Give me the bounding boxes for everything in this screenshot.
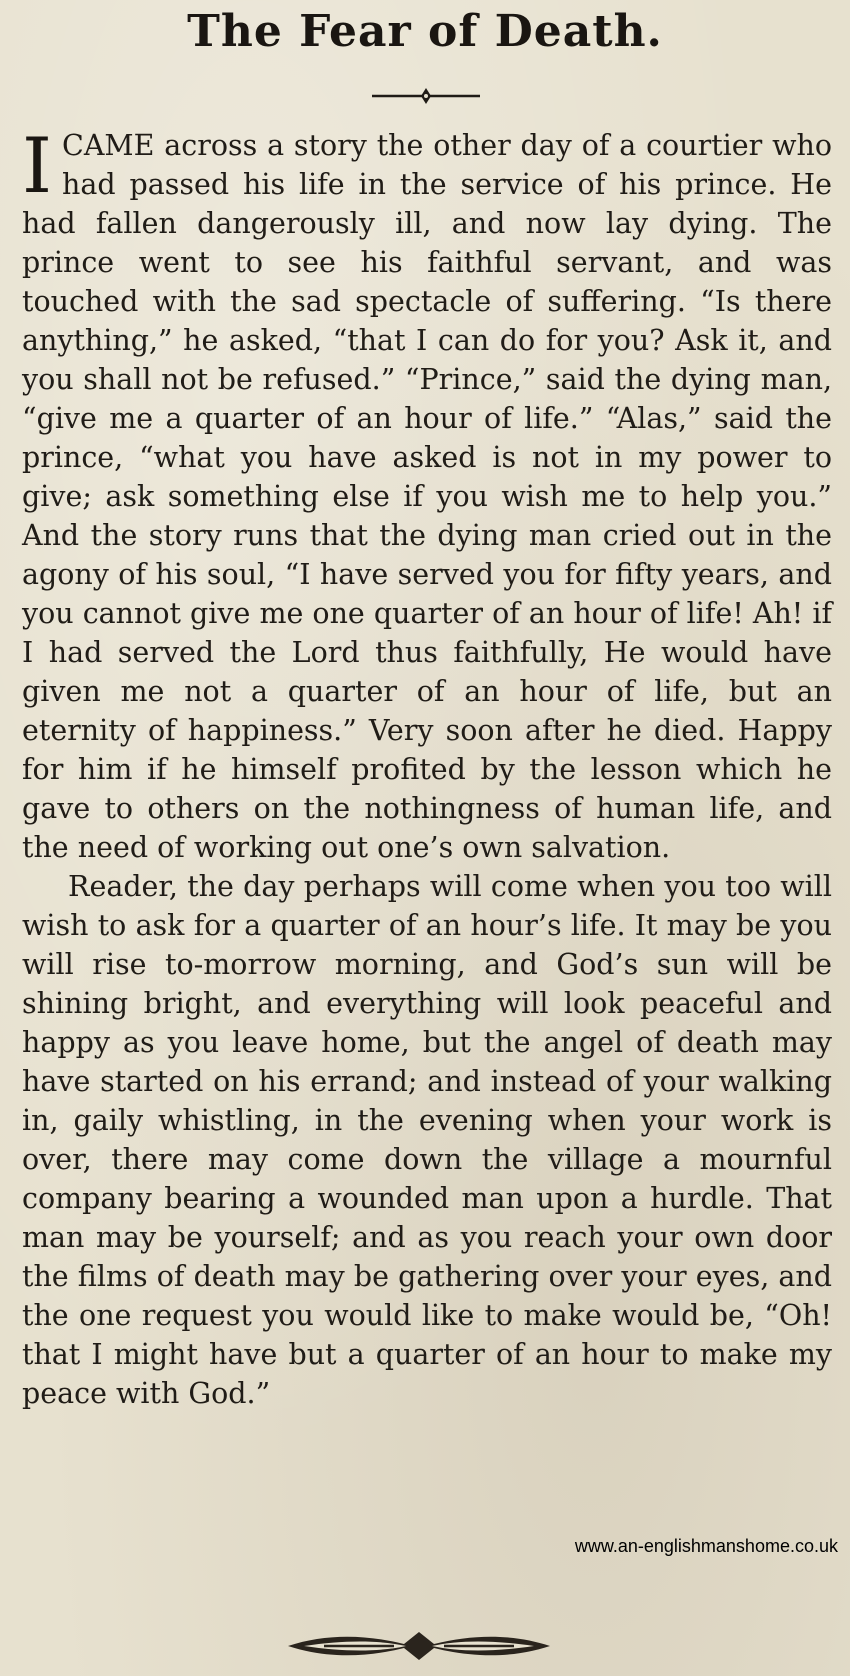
end-ornament-divider	[284, 1626, 554, 1666]
article-title: The Fear of Death.	[187, 6, 663, 57]
article-paragraph-2	[22, 867, 832, 1413]
paragraph-2-text: Reader, the day perhaps will come when you too will wish to ask for a quarter of an hour’s life. It may be you will rise to-morrow morning, and God’s sun will be shining bright, and everything will look peaceful and happy as you leave home, but the angel of death may have started on his errand; and instead of your walking in, gaily whistling, in the evening when your work is over, there may come down the village a mournful company bearing a wounded man upon a hurdle. That man may be yourself; and as you reach your own door the films of death may be gathering over your eyes, and the one request you would like to make would be, “Oh! that I might have but a quarter of an hour to make my peace with God.”	[22, 870, 832, 1410]
article-body	[22, 121, 832, 1413]
drop-cap-letter: I	[22, 121, 53, 210]
paragraph-1-text: CAME across a story the other day of a courtier who had passed his life in the service of his prince. He had fallen dangerously ill, and now lay dying. The prince went to see his faithful servant, and was touched with the sad spectacle of suffering. “Is there anything,” he asked, “that I can do for you? Ask it, and you shall not be refused.” “Prince,” said the dying man, “give me a quarter of an hour of life.” “Alas,” said the prince, “what you have asked is not in my power to give; ask something else if you wish me to help you.” And the story runs that the dying man cried out in the agony of his soul, “I have served you for fifty years, and you cannot give me one quarter of an hour of life! Ah! if I had served the Lord thus faithfully, He would have given me not a quarter of an hour of life, but an eternity of happiness.” Very soon after he died. Happy for him if he himself profited by the lesson which he gave to others on the nothingness of human life, and the need of working out one’s own salvation.	[22, 129, 832, 864]
website-watermark: www.an-englishmanshome.co.uk	[574, 1536, 838, 1556]
article-paragraph-1	[22, 121, 832, 867]
title-ornament-divider	[370, 86, 482, 106]
